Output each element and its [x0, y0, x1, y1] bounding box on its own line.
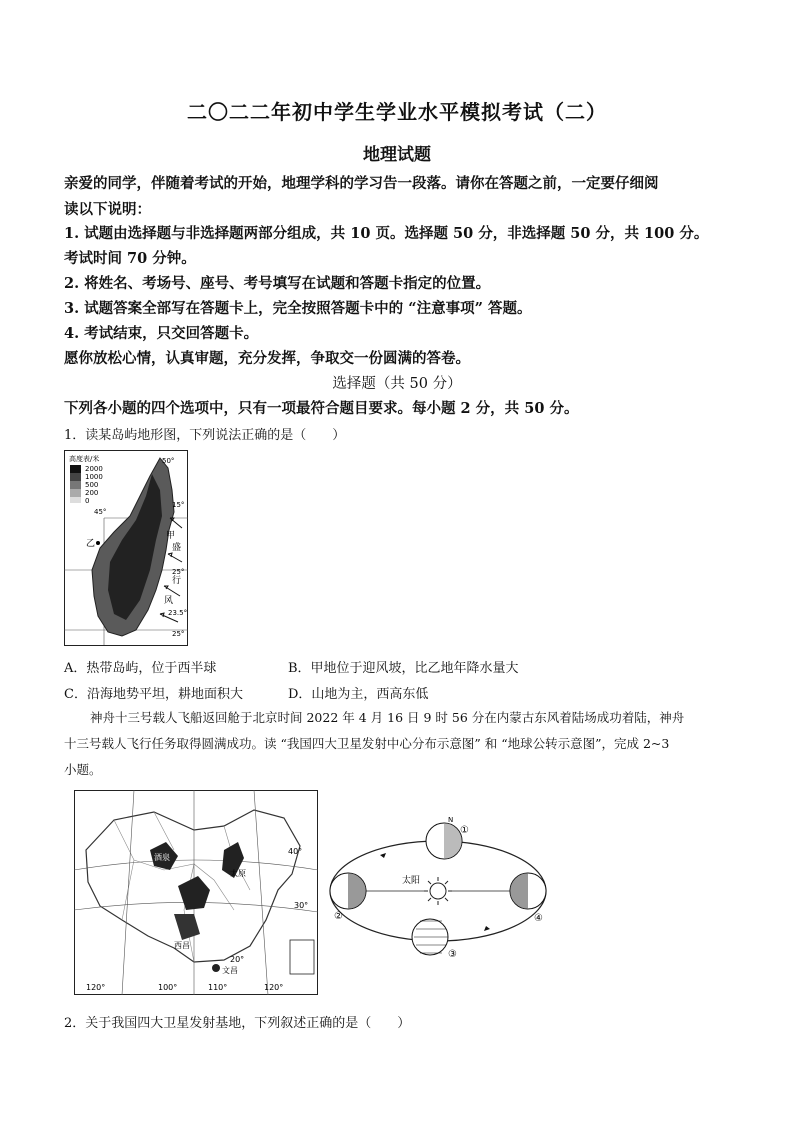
lon-label: 45°	[94, 508, 107, 516]
lat-label: 40°	[288, 847, 303, 856]
legend-value: 1000	[85, 473, 103, 481]
lon-label: 110°	[208, 983, 228, 992]
lon-label: 120°	[264, 983, 284, 992]
instruction-item-3: 3. 试题答案全部写在答题卡上，完全按照答题卡中的 “注意事项” 答题。	[64, 300, 532, 317]
instruction-item-1-cont: 考试时间 70 分钟。	[64, 250, 196, 267]
legend-value: 500	[85, 481, 99, 489]
subject-title: 地理试题	[363, 145, 431, 165]
q1-option-b: B．甲地位于迎风坡，比乙地年降水量大	[288, 661, 519, 676]
city-label: 西昌	[174, 941, 190, 950]
place-yi: 乙	[86, 539, 96, 549]
city-label: 酒泉	[154, 853, 170, 862]
city-label: 文昌	[222, 966, 238, 975]
legend-value: 0	[85, 497, 90, 505]
place-jia: 甲	[166, 531, 176, 541]
sun-icon	[424, 877, 452, 905]
passage-line-2: 十三号载人飞行任务取得圆满成功。读 “我国四大卫星发射中心分布示意图” 和 “地球公转示意图”，完成 2~3	[64, 736, 670, 751]
island-map	[64, 450, 188, 646]
sun-label: 太阳	[402, 876, 421, 886]
lat-label: 15°	[172, 501, 185, 509]
legend-value: 200	[85, 489, 99, 497]
legend-value: 2000	[85, 465, 103, 473]
lat-label: 25°	[172, 568, 185, 576]
lat-label: 30°	[294, 901, 309, 910]
intro-line-1: 亲爱的同学，伴随着考试的开始，地理学科的学习告一段落。请你在答题之前，一定要仔细阅	[64, 175, 659, 192]
instruction-item-2: 2. 将姓名、考场号、座号、考号填写在试题和答题卡指定的位置。	[64, 275, 491, 292]
q1-option-a: A．热带岛屿，位于西半球	[64, 661, 217, 676]
position-marker: ②	[334, 911, 343, 922]
question-2-stem: 2．关于我国四大卫星发射基地，下列叙述正确的是（ ）	[64, 1016, 411, 1031]
passage-line-1: 神舟十三号载人飞船返回舱于北京时间 2022 年 4 月 16 日 9 时 56 分在内蒙古东风着陆场成功着陆，神舟	[90, 710, 685, 725]
intro-line-2: 读以下说明：	[64, 201, 151, 218]
instruction-item-4: 4. 考试结束，只交回答题卡。	[64, 325, 259, 342]
north-label: N	[448, 816, 454, 824]
earth-revolution-diagram	[320, 815, 560, 965]
section-title: 选择题（共 50 分）	[332, 376, 462, 392]
legend-title: 高度表/米	[69, 455, 100, 463]
lat-label: 50°	[162, 457, 175, 465]
position-marker: ③	[448, 949, 457, 960]
wind-char: 盛	[172, 543, 182, 553]
position-marker: ①	[460, 825, 469, 836]
wind-char: 行	[172, 576, 182, 586]
city-label: 太原	[230, 869, 246, 878]
passage-line-3: 小题。	[64, 762, 102, 777]
lat-label: 23.5°	[168, 609, 188, 617]
wish-line: 愿你放松心情，认真审题，充分发挥，争取交一份圆满的答卷。	[64, 350, 470, 367]
lat-label: 25°	[172, 630, 185, 638]
q1-option-d: D．山地为主，西高东低	[288, 687, 429, 702]
lon-label: 120°	[86, 983, 106, 992]
section-instruction: 下列各小题的四个选项中，只有一项最符合题目要求。每小题 2 分，共 50 分。	[64, 400, 579, 417]
question-1-stem: 1．读某岛屿地形图，下列说法正确的是（ ）	[64, 428, 346, 443]
wind-char: 风	[164, 596, 174, 606]
position-marker: ④	[534, 913, 543, 924]
exam-title: 二〇二二年初中学生学业水平模拟考试（二）	[187, 100, 607, 124]
q1-option-c: C．沿海地势平坦，耕地面积大	[64, 687, 243, 702]
china-launch-center-map	[74, 790, 318, 995]
lon-label: 100°	[158, 983, 178, 992]
instruction-item-1: 1. 试题由选择题与非选择题两部分组成，共 10 页。选择题 50 分，非选择题 50 分，共 100 分。	[64, 225, 709, 242]
lat-label: 20°	[230, 955, 245, 964]
